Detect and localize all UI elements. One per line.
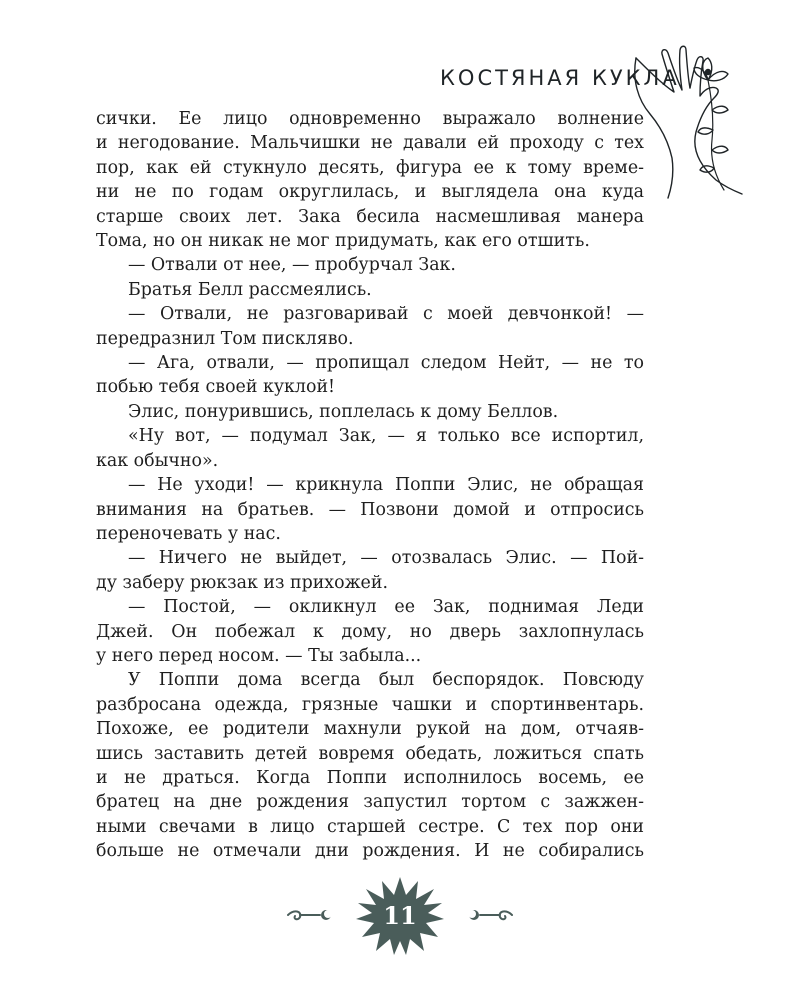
page-footer xyxy=(260,875,540,955)
text-line: как обычно». xyxy=(96,450,219,471)
page-number: 11 xyxy=(383,900,417,930)
text-line: передразнил Том пискляво. xyxy=(96,328,354,349)
text-line: — Постой, — окликнул ее Зак, поднимая Леди xyxy=(128,597,644,618)
text-line: — Не уходи! — крикнула Поппи Элис, не обращая xyxy=(128,475,644,496)
text-line: Тома, но он никак не мог придумать, как его отшить. xyxy=(96,231,590,252)
text-line: старше своих лет. Зака бесила насмешливая манера xyxy=(96,206,644,227)
text-line: и негодование. Мальчишки не давали ей проходу с тех xyxy=(96,133,644,154)
text-line: — Отвали, не разговаривай с моей девчонкой! — xyxy=(128,304,644,325)
text-line: сички. Ее лицо одновременно выражало волнение xyxy=(96,109,644,129)
text-line: Братья Белл рассмеялись. xyxy=(128,279,372,300)
text-line: Похоже, ее родители махнули рукой на дом, отчаяв- xyxy=(96,719,644,740)
text-line: ни не по годам округлилась, и выглядела она куда xyxy=(96,182,644,203)
text-line: У Поппи дома всегда был беспорядок. Повсюду xyxy=(128,670,644,691)
text-line: «Ну вот, — подумал Зак, — я только все испортил, xyxy=(128,426,644,447)
text-line: пор, как ей стукнуло десять, фигура ее к тому време- xyxy=(96,157,644,178)
text-line: — Ага, отвали, — пропищал следом Нейт, — не то xyxy=(128,353,644,374)
text-line: у него перед носом. — Ты забыла... xyxy=(96,645,422,666)
text-line: — Ничего не выйдет, — отозвалась Элис. — Пой- xyxy=(128,548,644,569)
text-line: переночевать у нас. xyxy=(96,523,281,544)
text-line: разбросана одежда, грязные чашки и спортинвентарь. xyxy=(96,694,644,715)
text-line: братец на дне рождения запустил тортом с зажжен- xyxy=(96,792,644,813)
text-line: Джей. Он побежал к дому, но дверь захлопнулась xyxy=(96,621,644,642)
body-text xyxy=(96,107,644,864)
text-line: внимания на братьев. — Позвони домой и отпросись xyxy=(96,499,644,520)
text-line: ду заберу рюкзак из прихожей. xyxy=(96,572,388,593)
text-line: и не драться. Когда Поппи исполнилось восемь, ее xyxy=(96,767,644,788)
text-line: Элис, понурившись, поплелась к дому Беллов. xyxy=(128,401,559,422)
text-line: — Отвали от нее, — пробурчал Зак. xyxy=(128,255,456,276)
text-line: шись заставить детей вовремя обедать, ложиться спать xyxy=(96,743,644,764)
text-line: больше не отмечали дни рождения. И не собирались xyxy=(96,841,644,862)
running-title: КОСТЯНАЯ КУКЛА xyxy=(440,66,680,90)
text-line: побью тебя своей куклой! xyxy=(96,377,336,398)
text-line: ными свечами в лицо старшей сестре. С тех пор они xyxy=(96,816,644,837)
hand-with-flower-icon xyxy=(628,40,748,200)
